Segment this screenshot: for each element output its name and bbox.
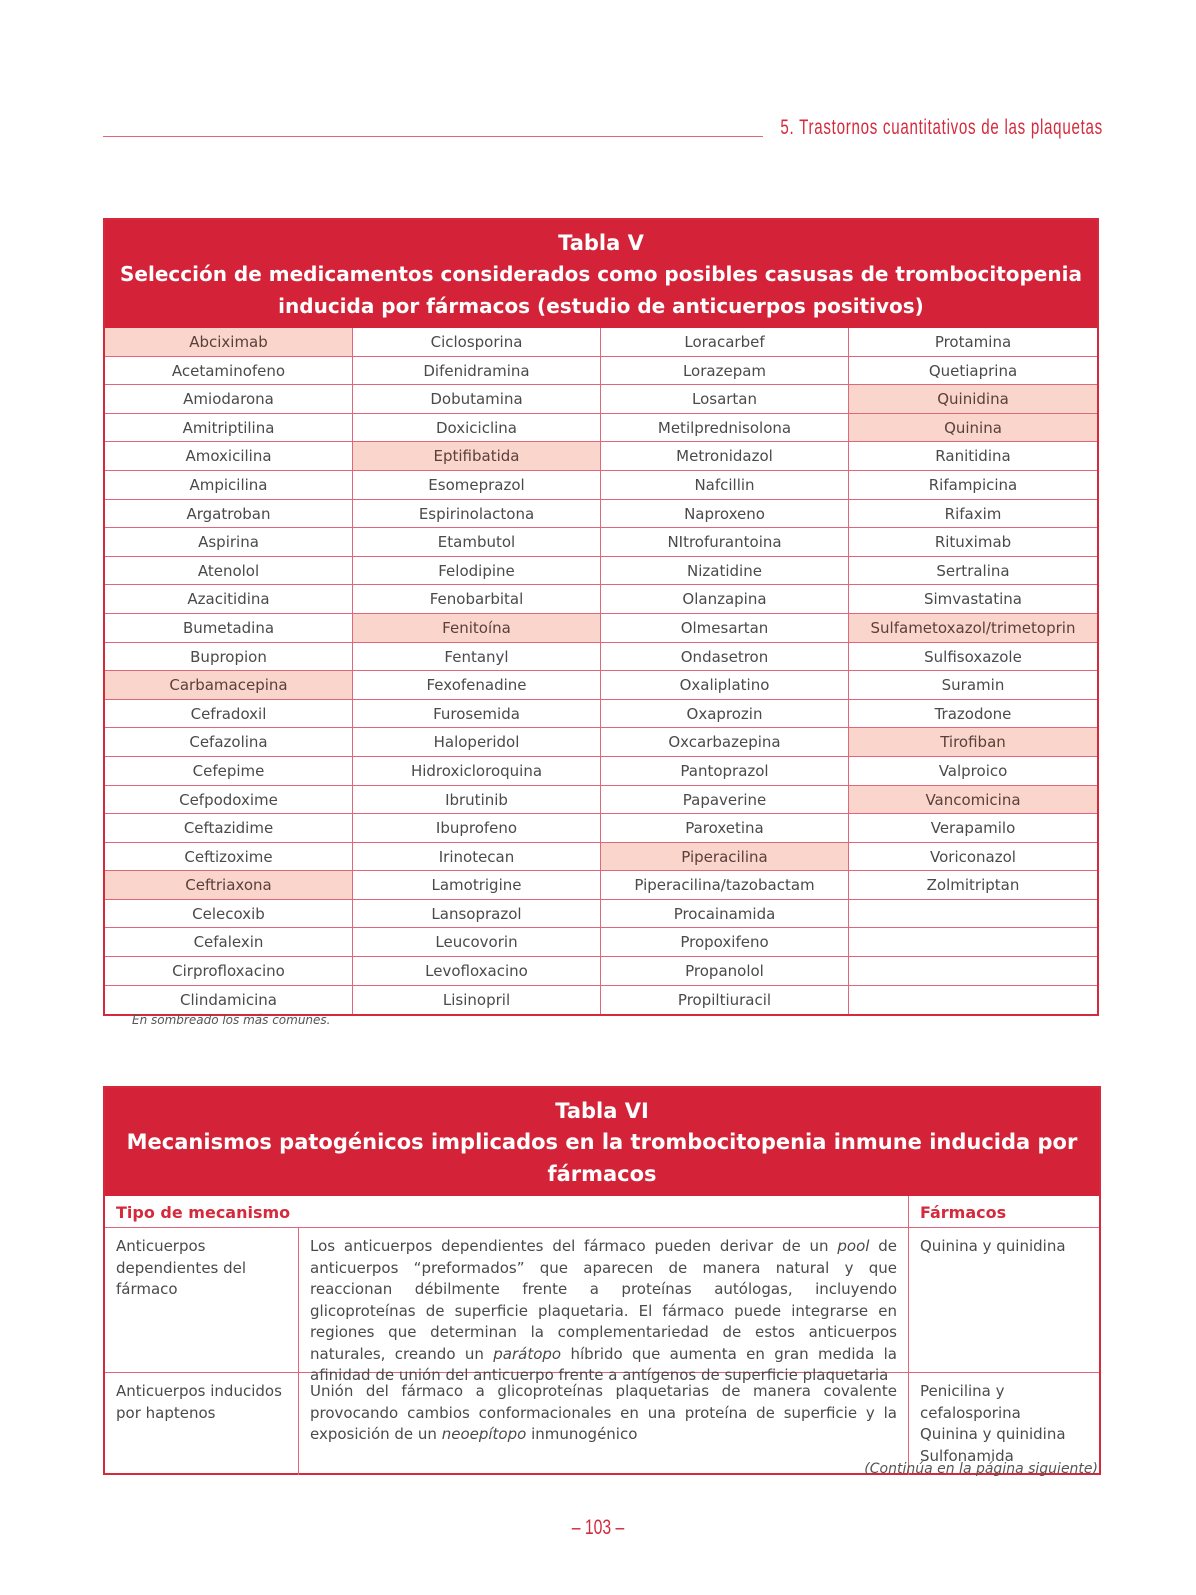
drug-cell: Amitriptilina (105, 414, 353, 443)
empty-cell (849, 957, 1097, 986)
drug-cell: Rituximab (849, 528, 1097, 557)
drug-cell: Olmesartan (601, 614, 849, 643)
drug-cell: Loracarbef (601, 328, 849, 357)
drug-cell: Pantoprazol (601, 757, 849, 786)
drug-cell: Piperacilina (601, 843, 849, 872)
drug-cell: Fexofenadine (353, 671, 601, 700)
description-text: inmunogénico (526, 1425, 638, 1443)
drug-cell: Hidroxicloroquina (353, 757, 601, 786)
mechanism-description (299, 1228, 909, 1395)
drug-cell: Oxaliplatino (601, 671, 849, 700)
drug-name: Quinina y quinidina (920, 1425, 1066, 1443)
drug-cell: Ceftriaxona (105, 871, 353, 900)
column-header-drugs: Fármacos (920, 1203, 1007, 1222)
drug-cell: Fenitoína (353, 614, 601, 643)
drug-cell: Haloperidol (353, 728, 601, 757)
drug-cell: Tirofiban (849, 728, 1097, 757)
drug-cell: Propiltiuracil (601, 986, 849, 1015)
drug-cell: Acetaminofeno (105, 357, 353, 386)
drug-cell: Lisinopril (353, 986, 601, 1015)
drug-cell: Simvastatina (849, 585, 1097, 614)
drug-cell: Eptifibatida (353, 442, 601, 471)
drug-cell: Zolmitriptan (849, 871, 1097, 900)
table-vi (103, 1086, 1101, 1475)
table-row (105, 1228, 1099, 1384)
page-number: – 103 – (571, 1516, 625, 1539)
drug-cell: Cefazolina (105, 728, 353, 757)
drug-cell: Doxiciclina (353, 414, 601, 443)
drug-cell: Difenidramina (353, 357, 601, 386)
table-v (103, 218, 1099, 1016)
drug-cell: NItrofurantoina (601, 528, 849, 557)
drug-cell: Felodipine (353, 557, 601, 586)
drug-cell: Ciclosporina (353, 328, 601, 357)
drug-cell: Quinina (849, 414, 1097, 443)
drug-cell: Propoxifeno (601, 928, 849, 957)
column-header-mechanism: Tipo de mecanismo (105, 1196, 909, 1227)
table-v-title-line1: Selección de medicamentos considerados como posibles casusas de trombocitopenia (120, 262, 1082, 286)
drug-cell: Amiodarona (105, 385, 353, 414)
drug-cell: Naproxeno (601, 500, 849, 529)
drug-cell: Vancomicina (849, 786, 1097, 815)
drug-cell: Ondasetron (601, 643, 849, 672)
drug-cell: Voriconazol (849, 843, 1097, 872)
drug-cell: Fenobarbital (353, 585, 601, 614)
italic-term: parátopo (493, 1344, 562, 1363)
drug-cell: Aspirina (105, 528, 353, 557)
drug-cell: Irinotecan (353, 843, 601, 872)
italic-term: pool (837, 1237, 870, 1255)
table-row (105, 1373, 1099, 1473)
drug-cell: Protamina (849, 328, 1097, 357)
drug-cell: Cefpodoxime (105, 786, 353, 815)
drug-cell: Oxcarbazepina (601, 728, 849, 757)
drug-cell: Ibuprofeno (353, 814, 601, 843)
drug-cell: Rifampicina (849, 471, 1097, 500)
drug-cell: Nafcillin (601, 471, 849, 500)
drug-cell: Nizatidine (601, 557, 849, 586)
drug-cell: Propanolol (601, 957, 849, 986)
table-v-title-line2: inducida por fármacos (estudio de anticuerpos positivos) (278, 294, 924, 318)
drug-cell: Furosemida (353, 700, 601, 729)
drug-name: Penicilina y cefalosporina (920, 1382, 1021, 1422)
running-header (103, 110, 1103, 140)
drug-cell: Cirprofloxacino (105, 957, 353, 986)
drug-cell: Lorazepam (601, 357, 849, 386)
drug-cell: Argatroban (105, 500, 353, 529)
table-vi-column-headers (105, 1196, 1099, 1228)
italic-term: neoepítopo (441, 1425, 527, 1443)
drug-cell: Ranitidina (849, 442, 1097, 471)
drug-cell: Papaverine (601, 786, 849, 815)
drug-cell: Clindamicina (105, 986, 353, 1015)
drug-cell: Ceftizoxime (105, 843, 353, 872)
drug-cell: Cefradoxil (105, 700, 353, 729)
drug-cell: Ceftazidime (105, 814, 353, 843)
drug-cell: Levofloxacino (353, 957, 601, 986)
drug-cell: Atenolol (105, 557, 353, 586)
drug-cell: Metronidazol (601, 442, 849, 471)
mechanism-type: Anticuerpos dependientes del fármaco (105, 1228, 299, 1395)
mechanism-description (299, 1373, 909, 1475)
drug-cell: Rifaxim (849, 500, 1097, 529)
drug-cell: Oxaprozin (601, 700, 849, 729)
continues-note: (Continúa en la página siguiente) (864, 1461, 1098, 1477)
drug-cell: Piperacilina/tazobactam (601, 871, 849, 900)
drug-cell: Leucovorin (353, 928, 601, 957)
drug-name: Quinina y quinidina (920, 1237, 1066, 1255)
drug-cell: Lansoprazol (353, 900, 601, 929)
drug-cell: Suramin (849, 671, 1097, 700)
drug-cell: Sulfametoxazol/trimetoprin (849, 614, 1097, 643)
empty-cell (849, 986, 1097, 1015)
drug-cell: Quetiaprina (849, 357, 1097, 386)
description-text: Los anticuerpos dependientes del fármaco pueden derivar de un (310, 1237, 838, 1255)
drug-cell: Cefepime (105, 757, 353, 786)
chapter-title: 5. Trastornos cuantitativos de las plaquetas (780, 116, 1103, 139)
drug-cell: Bupropion (105, 643, 353, 672)
drug-cell: Ibrutinib (353, 786, 601, 815)
drug-cell: Esomeprazol (353, 471, 601, 500)
drug-cell: Etambutol (353, 528, 601, 557)
drug-cell: Abciximab (105, 328, 353, 357)
table-vi-number: Tabla VI (555, 1099, 649, 1123)
description-text: híbrido que aumenta en gran medida la afinidad de unión del anticuerpo frente a antígenos de superficie plaquetaria (310, 1344, 897, 1384)
drug-cell: Sulfisoxazole (849, 643, 1097, 672)
table-v-header (105, 220, 1097, 328)
drug-cell: Amoxicilina (105, 442, 353, 471)
description-text: de anticuerpos “preformados” que aparecen de manera natural y que reaccionan débilmente frente a proteínas autólogas, incluyendo glicoproteínas de superficie plaquetaria. El fármaco puede integrarse en regiones que determinan la complementariedad de estos anticuerpos naturales, creando un (310, 1237, 897, 1363)
drug-cell: Sertralina (849, 557, 1097, 586)
drug-name: Sulfonamida (920, 1446, 1014, 1465)
drug-cell: Fentanyl (353, 643, 601, 672)
drug-cell: Espirinolactona (353, 500, 601, 529)
drug-cell: Dobutamina (353, 385, 601, 414)
empty-cell (849, 928, 1097, 957)
drug-cell: Cefalexin (105, 928, 353, 957)
drug-cell: Lamotrigine (353, 871, 601, 900)
empty-cell (849, 900, 1097, 929)
drug-cell: Quinidina (849, 385, 1097, 414)
mechanism-type: Anticuerpos inducidos por haptenos (105, 1373, 299, 1475)
drug-cell: Verapamilo (849, 814, 1097, 843)
table-vi-title: Mecanismos patogénicos implicados en la trombocitopenia inmune inducida por fármacos (126, 1130, 1078, 1186)
description-text: Unión del fármaco a glicoproteínas plaquetarias de manera covalente provocando cambios conformacionales en una proteína de superficie y la exposición de un (310, 1382, 897, 1443)
drug-cell: Metilprednisolona (601, 414, 849, 443)
drug-cell: Paroxetina (601, 814, 849, 843)
mechanism-drugs (909, 1228, 1099, 1395)
drug-cell: Olanzapina (601, 585, 849, 614)
drug-cell: Procainamida (601, 900, 849, 929)
drug-cell: Valproico (849, 757, 1097, 786)
header-rule (103, 136, 763, 137)
drug-cell: Losartan (601, 385, 849, 414)
table-v-number: Tabla V (558, 231, 644, 255)
drug-cell: Celecoxib (105, 900, 353, 929)
drug-cell: Ampicilina (105, 471, 353, 500)
drug-cell: Bumetadina (105, 614, 353, 643)
drug-cell: Azacitidina (105, 585, 353, 614)
drug-cell: Trazodone (849, 700, 1097, 729)
mechanism-drugs (909, 1373, 1099, 1475)
drug-list-grid (105, 328, 1097, 1014)
table-vi-header (105, 1088, 1099, 1196)
drug-cell: Carbamacepina (105, 671, 353, 700)
table-v-footnote: En sombreado los más comunes. (132, 1013, 331, 1027)
